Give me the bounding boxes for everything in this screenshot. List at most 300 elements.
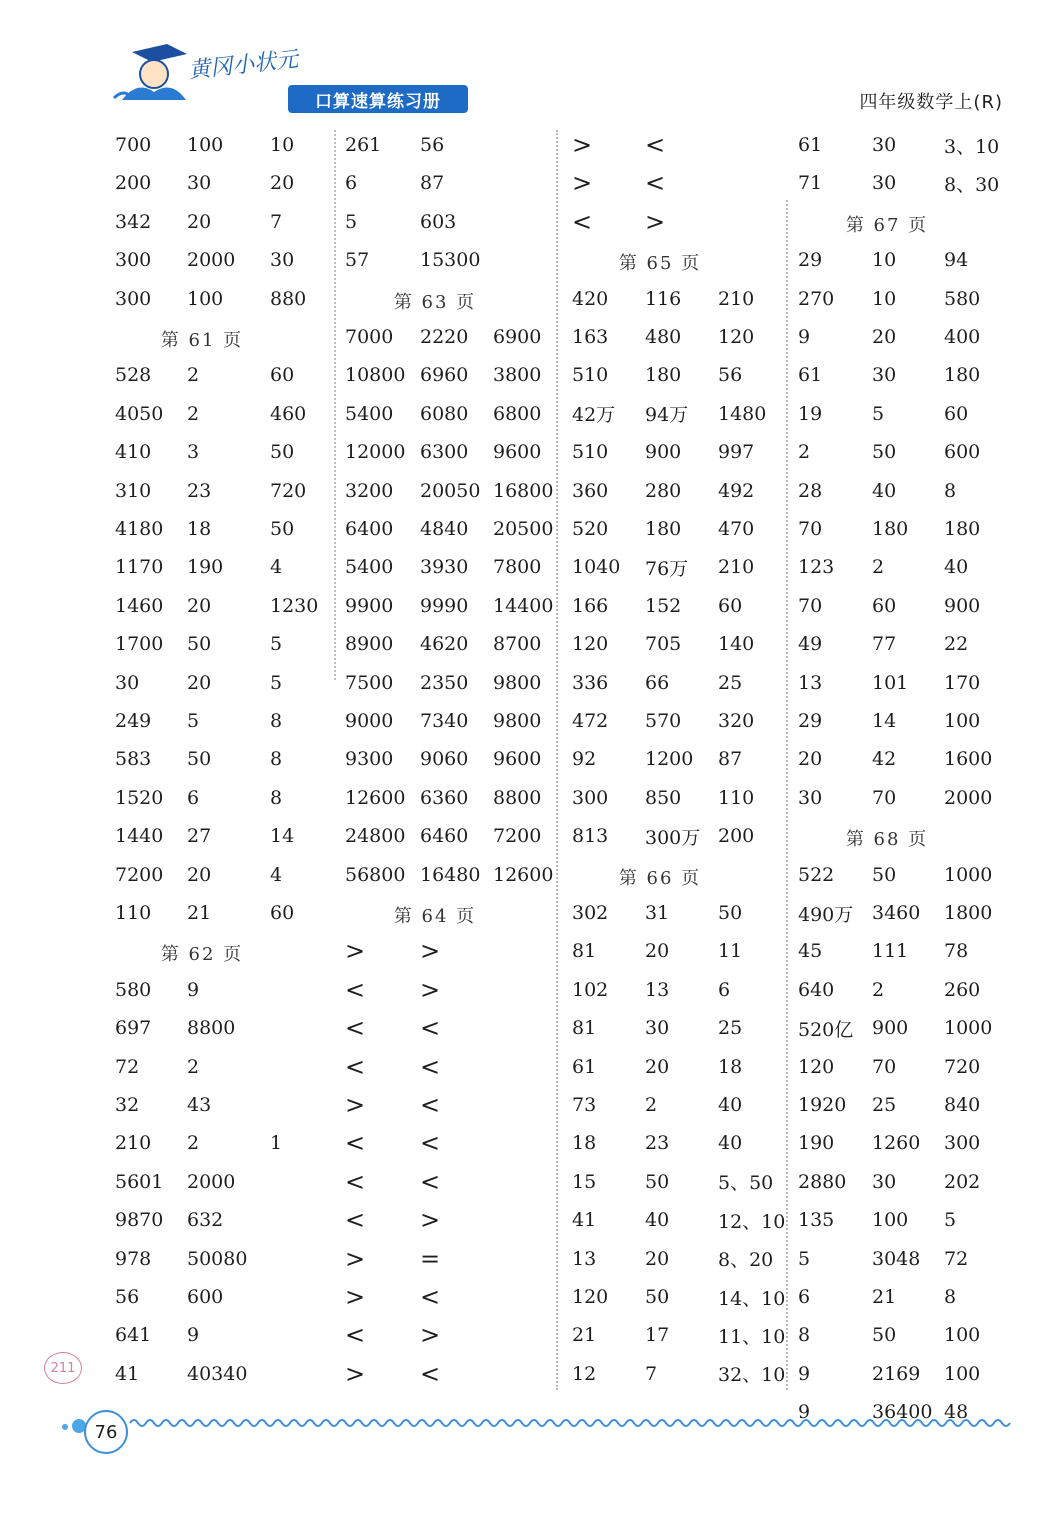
answer-cell: 9 bbox=[798, 326, 811, 348]
answer-cell: 15300 bbox=[420, 249, 481, 272]
answer-cell: 40 bbox=[718, 1094, 743, 1116]
answer-cell: 76万 bbox=[645, 557, 689, 580]
answer-cell: 8、30 bbox=[944, 173, 1000, 196]
answer-cell: 1460 bbox=[115, 594, 164, 617]
answer-cell: 900 bbox=[944, 594, 981, 617]
answer-row bbox=[0, 357, 1049, 393]
answer-cell: 100 bbox=[187, 287, 224, 310]
answer-cell: 5400 bbox=[345, 402, 394, 425]
answer-cell: 600 bbox=[944, 441, 981, 464]
answer-cell: 4840 bbox=[420, 518, 469, 540]
answer-cell: 880 bbox=[270, 287, 307, 310]
answer-cell: 1600 bbox=[944, 748, 993, 771]
answer-cell: 850 bbox=[645, 786, 682, 809]
answer-cell: 25 bbox=[718, 671, 743, 694]
answer-cell: 20 bbox=[645, 1247, 670, 1270]
answer-cell: 342 bbox=[115, 210, 152, 233]
answer-cell: 27 bbox=[187, 825, 212, 848]
answer-cell: 60 bbox=[270, 364, 295, 387]
answer-cell: 42万 bbox=[572, 404, 616, 427]
answer-cell: 110 bbox=[718, 786, 755, 809]
answer-cell: 6 bbox=[345, 172, 358, 195]
answer-cell: 2 bbox=[872, 556, 885, 579]
answer-cell: 70 bbox=[798, 518, 823, 540]
answer-cell: 280 bbox=[645, 479, 682, 502]
answer-cell: 120 bbox=[798, 1055, 835, 1078]
answer-cell: 50 bbox=[270, 518, 295, 540]
answer-cell: 30 bbox=[115, 671, 140, 694]
answer-cell: 2 bbox=[187, 1055, 200, 1078]
answer-cell: 7 bbox=[270, 210, 283, 233]
answer-cell: > bbox=[345, 937, 366, 966]
answer-cell: 120 bbox=[572, 1286, 609, 1308]
answer-cell: 9 bbox=[187, 978, 200, 1001]
answer-cell: > bbox=[420, 1321, 441, 1350]
answer-cell: 9800 bbox=[493, 671, 542, 694]
answer-cell: > bbox=[345, 1359, 366, 1388]
answer-cell: 7000 bbox=[345, 326, 394, 348]
answer-row bbox=[0, 1317, 1049, 1353]
answer-cell: 632 bbox=[187, 1209, 224, 1232]
answer-cell: 8800 bbox=[187, 1017, 236, 1040]
answer-cell: 900 bbox=[872, 1017, 909, 1040]
answer-cell: 580 bbox=[944, 287, 981, 310]
answer-row bbox=[0, 127, 1049, 163]
answer-cell: < bbox=[345, 1129, 366, 1158]
answer-cell: 400 bbox=[944, 326, 981, 348]
footer-wave-decoration bbox=[0, 1398, 1049, 1458]
answer-cell: 100 bbox=[872, 1209, 909, 1232]
answer-cell: 900 bbox=[645, 441, 682, 464]
answer-cell: 490万 bbox=[798, 903, 854, 926]
answer-cell: 2350 bbox=[420, 671, 469, 694]
answer-cell: 2 bbox=[872, 978, 885, 1001]
answer-row bbox=[0, 434, 1049, 470]
answer-cell: 10 bbox=[270, 134, 295, 156]
answer-cell: 2000 bbox=[944, 786, 993, 809]
answer-cell: 12000 bbox=[345, 441, 406, 464]
answer-cell: 2 bbox=[187, 364, 200, 387]
answer-cell: 41 bbox=[115, 1362, 140, 1385]
answer-cell: 73 bbox=[572, 1094, 597, 1116]
answer-cell: 2000 bbox=[187, 249, 236, 272]
answer-cell: < bbox=[420, 1167, 441, 1196]
answer-cell: 20 bbox=[872, 326, 897, 348]
answer-cell: 320 bbox=[718, 710, 755, 732]
answer-cell: 260 bbox=[944, 978, 981, 1001]
answer-cell: > bbox=[420, 937, 441, 966]
answer-cell: 56 bbox=[420, 134, 445, 156]
answer-row bbox=[0, 1087, 1049, 1123]
page-section-label: 第 68 页 bbox=[845, 829, 929, 851]
answer-row bbox=[0, 665, 1049, 701]
answer-cell: 18 bbox=[572, 1132, 597, 1155]
answer-cell: > bbox=[572, 131, 593, 159]
answer-cell: 50 bbox=[645, 1286, 670, 1308]
answer-row bbox=[0, 1049, 1049, 1085]
answer-cell: 6360 bbox=[420, 786, 469, 809]
answer-cell: 163 bbox=[572, 326, 609, 348]
answer-cell: 6460 bbox=[420, 825, 469, 848]
answer-cell: 600 bbox=[187, 1286, 224, 1308]
page-number: 76 bbox=[84, 1410, 128, 1454]
answer-cell: 3800 bbox=[493, 364, 542, 387]
answer-cell: 7200 bbox=[115, 863, 164, 886]
answer-cell: 8700 bbox=[493, 633, 542, 656]
answer-cell: 180 bbox=[645, 518, 682, 540]
answer-cell: 9 bbox=[798, 1362, 811, 1385]
answer-cell: 1920 bbox=[798, 1094, 847, 1116]
answer-cell: 2880 bbox=[798, 1170, 847, 1193]
answer-cell: 13 bbox=[645, 978, 670, 1001]
answer-cell: 528 bbox=[115, 364, 152, 387]
answer-cell: 20500 bbox=[493, 518, 554, 540]
answer-cell: 87 bbox=[420, 172, 445, 195]
answer-cell: 5 bbox=[345, 210, 358, 233]
answer-cell: 101 bbox=[872, 671, 909, 694]
answer-cell: > bbox=[420, 975, 441, 1004]
answer-cell: 20 bbox=[645, 1055, 670, 1078]
answer-row bbox=[0, 281, 1049, 317]
answer-cell: 60 bbox=[944, 402, 969, 425]
answer-cell: 14、10 bbox=[718, 1287, 786, 1310]
answer-cell: 166 bbox=[572, 594, 609, 617]
answer-cell: 18 bbox=[187, 518, 212, 540]
answer-cell: 640 bbox=[798, 978, 835, 1001]
answer-cell: 6080 bbox=[420, 402, 469, 425]
answer-cell: 9060 bbox=[420, 748, 469, 771]
answer-cell: 30 bbox=[645, 1017, 670, 1040]
answer-cell: 210 bbox=[718, 287, 755, 310]
answer-cell: 4 bbox=[270, 863, 283, 886]
answer-cell: 21 bbox=[572, 1324, 597, 1347]
answer-cell: 1200 bbox=[645, 748, 694, 771]
answer-cell: 9600 bbox=[493, 441, 542, 464]
answer-row bbox=[0, 972, 1049, 1008]
answer-cell: 1260 bbox=[872, 1132, 921, 1155]
answer-cell: 5 bbox=[270, 671, 283, 694]
answer-cell: 50 bbox=[187, 633, 212, 656]
answer-cell: 110 bbox=[115, 902, 152, 924]
answer-cell: 23 bbox=[187, 479, 212, 502]
answer-cell: 16800 bbox=[493, 479, 554, 502]
answer-cell: 202 bbox=[944, 1170, 981, 1193]
answer-cell: 510 bbox=[572, 364, 609, 387]
answer-cell: 23 bbox=[645, 1132, 670, 1155]
answer-row bbox=[0, 242, 1049, 278]
answer-cell: 180 bbox=[645, 364, 682, 387]
answer-cell: 492 bbox=[718, 479, 755, 502]
answer-cell: 15 bbox=[572, 1170, 597, 1193]
answer-cell: 50 bbox=[718, 902, 743, 924]
page-section-label: 第 65 页 bbox=[618, 253, 702, 275]
answer-cell: 2 bbox=[187, 402, 200, 425]
answer-cell: 641 bbox=[115, 1324, 152, 1347]
answer-cell: 4180 bbox=[115, 518, 164, 540]
answer-cell: 2 bbox=[187, 1132, 200, 1155]
answer-cell: 70 bbox=[798, 594, 823, 617]
answer-cell: 300 bbox=[115, 287, 152, 310]
subject-title: 四年级数学上(R) bbox=[859, 92, 1003, 113]
answer-cell: 100 bbox=[944, 1324, 981, 1347]
answer-cell: 180 bbox=[944, 518, 981, 540]
answer-cell: 583 bbox=[115, 748, 152, 771]
answer-cell: 116 bbox=[645, 287, 682, 310]
answer-cell: < bbox=[345, 975, 366, 1004]
answer-cell: 11、10 bbox=[718, 1325, 786, 1348]
answer-cell: 120 bbox=[572, 633, 609, 656]
answer-cell: 8800 bbox=[493, 786, 542, 809]
answer-cell: 1700 bbox=[115, 633, 164, 656]
answer-cell: 522 bbox=[798, 863, 835, 886]
answer-cell: 336 bbox=[572, 671, 609, 694]
answer-cell: 9800 bbox=[493, 710, 542, 732]
answer-cell: 2169 bbox=[872, 1362, 921, 1385]
answer-cell: 261 bbox=[345, 134, 382, 156]
answer-cell: 8 bbox=[270, 748, 283, 771]
answer-cell: 480 bbox=[645, 326, 682, 348]
answer-cell: 3、10 bbox=[944, 135, 1000, 158]
answer-cell: 190 bbox=[798, 1132, 835, 1155]
answer-row bbox=[0, 165, 1049, 201]
answer-row bbox=[0, 549, 1049, 585]
series-title-banner: 口算速算练习册 bbox=[288, 85, 468, 113]
answer-row bbox=[0, 1010, 1049, 1046]
answer-cell: 7 bbox=[645, 1362, 658, 1385]
answer-cell: 4620 bbox=[420, 633, 469, 656]
answer-cell: 180 bbox=[944, 364, 981, 387]
answer-cell: 40 bbox=[872, 479, 897, 502]
answer-cell: 12600 bbox=[493, 863, 554, 886]
answer-cell: 61 bbox=[798, 364, 823, 387]
answer-cell: 30 bbox=[872, 134, 897, 156]
answer-cell: > bbox=[345, 1283, 366, 1311]
answer-cell: 5400 bbox=[345, 556, 394, 579]
answer-cell: 200 bbox=[718, 825, 755, 848]
answer-cell: 71 bbox=[798, 172, 823, 195]
answer-cell: 9870 bbox=[115, 1209, 164, 1232]
answer-cell: 813 bbox=[572, 825, 609, 848]
answer-cell: 45 bbox=[798, 940, 823, 963]
answer-cell: 1040 bbox=[572, 556, 621, 579]
answer-cell: 3460 bbox=[872, 902, 921, 924]
answer-cell: 10 bbox=[872, 249, 897, 272]
answer-cell: < bbox=[420, 1052, 441, 1081]
answer-cell: 81 bbox=[572, 1017, 597, 1040]
answer-cell: 36400 bbox=[872, 1401, 933, 1424]
answer-cell: 40 bbox=[944, 556, 969, 579]
answer-cell: > bbox=[645, 207, 666, 236]
answer-cell: 50 bbox=[872, 863, 897, 886]
answer-cell: 1480 bbox=[718, 402, 767, 425]
answer-cell: 420 bbox=[572, 287, 609, 310]
answer-cell: < bbox=[645, 169, 666, 198]
answer-cell: 49 bbox=[798, 633, 823, 656]
answer-cell: > bbox=[420, 1206, 441, 1235]
page-header bbox=[0, 0, 1049, 130]
answer-cell: 16480 bbox=[420, 863, 481, 886]
answer-cell: 66 bbox=[645, 671, 670, 694]
answer-cell: 50 bbox=[187, 748, 212, 771]
answer-cell: 61 bbox=[572, 1055, 597, 1078]
answer-cell: < bbox=[572, 207, 593, 236]
answer-cell: 50 bbox=[645, 1170, 670, 1193]
graduate-mascot-icon bbox=[112, 40, 192, 110]
answer-row bbox=[0, 1356, 1049, 1392]
answer-cell: 4050 bbox=[115, 402, 164, 425]
answer-cell: 8、20 bbox=[718, 1249, 774, 1272]
answer-cell: 50080 bbox=[187, 1247, 248, 1270]
answer-cell: 25 bbox=[718, 1017, 743, 1040]
answer-cell: 29 bbox=[798, 249, 823, 272]
answer-cell: 360 bbox=[572, 479, 609, 502]
answer-cell: 18 bbox=[718, 1055, 743, 1078]
answer-cell: 14 bbox=[270, 825, 295, 848]
answer-cell: 6 bbox=[187, 786, 200, 809]
answer-cell: 7200 bbox=[493, 825, 542, 848]
answer-cell: 300 bbox=[115, 249, 152, 272]
answer-cell: 57 bbox=[345, 249, 370, 272]
answer-cell: 20 bbox=[187, 594, 212, 617]
answer-cell: < bbox=[645, 131, 666, 159]
answer-cell: 520亿 bbox=[798, 1018, 854, 1041]
answer-cell: 40340 bbox=[187, 1362, 248, 1385]
answer-cell: 5、50 bbox=[718, 1172, 774, 1195]
answer-row bbox=[0, 1241, 1049, 1277]
answer-cell: 50 bbox=[270, 441, 295, 464]
answer-cell: 3200 bbox=[345, 479, 394, 502]
answer-cell: 32、10 bbox=[718, 1364, 786, 1387]
answer-cell: 603 bbox=[420, 210, 457, 233]
answer-cell: > bbox=[345, 1244, 366, 1273]
answer-cell: 2000 bbox=[187, 1170, 236, 1193]
answer-cell: 10 bbox=[872, 287, 897, 310]
answer-cell: 60 bbox=[270, 902, 295, 924]
answer-row bbox=[0, 396, 1049, 432]
answer-cell: 720 bbox=[944, 1055, 981, 1078]
answer-cell: 5 bbox=[944, 1209, 957, 1232]
answer-cell: 21 bbox=[872, 1286, 897, 1308]
answer-row bbox=[0, 1279, 1049, 1315]
answer-cell: > bbox=[345, 1091, 366, 1119]
answer-cell: 60 bbox=[718, 594, 743, 617]
answer-cell: 13 bbox=[798, 671, 823, 694]
answer-cell: 14 bbox=[872, 710, 897, 732]
answer-cell: 1000 bbox=[944, 1017, 993, 1040]
page-section-label: 第 63 页 bbox=[393, 291, 477, 313]
answer-cell: 56 bbox=[718, 364, 743, 387]
answer-cell: 7800 bbox=[493, 556, 542, 579]
answer-cell: 840 bbox=[944, 1094, 981, 1116]
answer-cell: 70 bbox=[872, 1055, 897, 1078]
answer-row bbox=[0, 511, 1049, 547]
answer-row bbox=[0, 473, 1049, 509]
answer-cell: 270 bbox=[798, 287, 835, 310]
answer-cell: 170 bbox=[944, 671, 981, 694]
answer-cell: 29 bbox=[798, 710, 823, 732]
answer-cell: 100 bbox=[187, 134, 224, 156]
answer-cell: 6900 bbox=[493, 326, 542, 348]
answer-cell: 87 bbox=[718, 748, 743, 771]
answer-cell: < bbox=[345, 1052, 366, 1081]
answer-cell: 300万 bbox=[645, 826, 701, 849]
answer-cell: 3930 bbox=[420, 556, 469, 579]
answer-row bbox=[0, 933, 1049, 969]
answer-cell: 77 bbox=[872, 633, 897, 656]
answer-cell: 20 bbox=[270, 172, 295, 195]
answer-cell: 8 bbox=[944, 479, 957, 502]
answer-cell: 28 bbox=[798, 479, 823, 502]
answer-cell: 5601 bbox=[115, 1170, 164, 1193]
answer-cell: 1170 bbox=[115, 556, 164, 579]
answer-cell: 24800 bbox=[345, 825, 406, 848]
answer-cell: 1230 bbox=[270, 594, 319, 617]
answer-cell: 4 bbox=[270, 556, 283, 579]
answer-cell: 43 bbox=[187, 1094, 212, 1116]
answer-cell: < bbox=[345, 1014, 366, 1043]
answer-cell: 102 bbox=[572, 978, 609, 1001]
page-stamp: 211 bbox=[44, 1352, 82, 1384]
answer-cell: 30 bbox=[187, 172, 212, 195]
page-section-label: 第 66 页 bbox=[618, 867, 702, 889]
answer-cell: 81 bbox=[572, 940, 597, 963]
answer-cell: 30 bbox=[270, 249, 295, 272]
answer-cell: 978 bbox=[115, 1247, 152, 1270]
answer-cell: 210 bbox=[718, 556, 755, 579]
answer-cell: 8 bbox=[944, 1286, 957, 1308]
answer-row bbox=[0, 780, 1049, 816]
answer-cell: < bbox=[345, 1321, 366, 1350]
answer-row bbox=[0, 1125, 1049, 1161]
answer-cell: < bbox=[420, 1014, 441, 1043]
answer-cell: 120 bbox=[718, 326, 755, 348]
answer-cell: 94万 bbox=[645, 404, 689, 427]
answer-cell: < bbox=[420, 1091, 441, 1119]
answer-cell: 302 bbox=[572, 902, 609, 924]
answer-cell: 9600 bbox=[493, 748, 542, 771]
answer-cell: 94 bbox=[944, 249, 969, 272]
answer-cell: 1520 bbox=[115, 786, 164, 809]
answer-cell: 111 bbox=[872, 940, 909, 963]
answer-cell: 9900 bbox=[345, 594, 394, 617]
answer-cell: < bbox=[420, 1359, 441, 1388]
answer-cell: 12600 bbox=[345, 786, 406, 809]
page-section-label: 第 61 页 bbox=[160, 330, 244, 351]
answer-cell: 200 bbox=[115, 172, 152, 195]
answer-row bbox=[0, 319, 1049, 355]
answer-cell: 7340 bbox=[420, 710, 469, 732]
answer-cell: < bbox=[345, 1206, 366, 1235]
answer-cell: 72 bbox=[115, 1055, 140, 1078]
answer-cell: 3048 bbox=[872, 1247, 921, 1270]
answer-cell: 6 bbox=[798, 1286, 811, 1308]
answer-cell: 50 bbox=[872, 441, 897, 464]
answer-cell: 100 bbox=[944, 1362, 981, 1385]
answer-cell: 61 bbox=[798, 134, 823, 156]
answer-row bbox=[0, 1202, 1049, 1238]
answer-row bbox=[0, 588, 1049, 624]
answer-cell: 2220 bbox=[420, 326, 469, 348]
answer-cell: 997 bbox=[718, 441, 755, 464]
answer-cell: 40 bbox=[718, 1132, 743, 1155]
answer-cell: 72 bbox=[944, 1247, 969, 1270]
answer-cell: 8 bbox=[798, 1324, 811, 1347]
answer-cell: 6300 bbox=[420, 441, 469, 464]
answer-cell: 9990 bbox=[420, 594, 469, 617]
answer-cell: 470 bbox=[718, 518, 755, 540]
answer-cell: 30 bbox=[798, 786, 823, 809]
answer-cell: 472 bbox=[572, 710, 609, 732]
